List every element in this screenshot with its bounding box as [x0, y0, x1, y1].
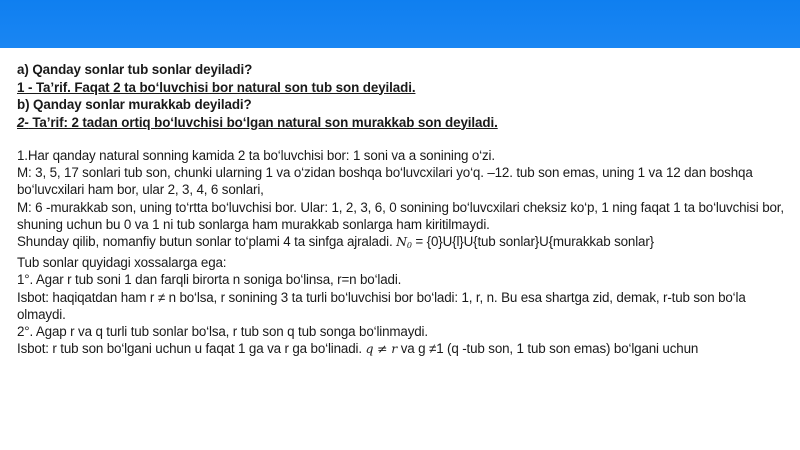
paragraph: 2°. Agap r va q turli tub sonlar bo‘lsa, r tub son q tub songa bo‘linmaydi.: [17, 324, 428, 340]
definition-1: 1 - Ta’rif. Faqat 2 ta bo‘luvchisi bor natural son tub son deyiladi.: [17, 79, 416, 95]
paragraph-text: Shunday qilib, nomanfiy butun sonlar to‘plami 4 ta sinfga ajraladi.: [17, 234, 397, 250]
paragraph: [17, 233, 787, 254]
top-banner: [0, 0, 800, 48]
math-n: N: [396, 234, 407, 250]
paragraph-text: va g ≠1 (q -tub son, 1 tub son emas) bo‘lgani uchun: [397, 341, 699, 357]
paragraph-text: = {0}U{l}U{tub sonlar}U{murakkab sonlar}: [411, 234, 654, 250]
paragraph: 1.Har qanday natural sonning kamida 2 ta bo‘luvchisi bor: 1 soni va a sonining o‘zi.: [17, 148, 495, 163]
paragraph: [17, 340, 787, 357]
question-a: a) Qanday sonlar tub sonlar deyiladi?: [17, 62, 253, 77]
body-text: [17, 147, 787, 357]
question-b: b) Qanday sonlar murakkab deyiladi?: [17, 97, 252, 112]
math-inequality: q ≠ r: [365, 341, 398, 357]
paragraph: M: 6 -murakkab son, uning to‘rtta bo‘luvchisi bor. Ular: 1, 2, 3, 6, 0 sonining bo‘luvcxilari cheksiz ko‘p, 1 ning faqat 1 ta bo‘luvchisi bor, shuning uchun bu 0 va 1 ni tub sonlarga ham murakkab sonlarga ham kiritilmaydi.: [17, 199, 784, 232]
paragraph: Tub sonlar quyidagi xossalarga ega:: [17, 255, 227, 271]
paragraph: Isbot: haqiqatdan ham r ≠ n bo‘lsa, r sonining 3 ta turli bo‘luvchisi bor bo‘ladi: 1, r, n. Bu esa shartga zid, demak, r-tub son bo‘la olmaydi.: [17, 289, 746, 322]
math-subscript: 0: [406, 241, 412, 251]
definition-2-number: 2-: [17, 114, 29, 130]
definition-2-text: Ta’rif: 2 tadan ortiq bo‘luvchisi bo‘lgan natural son murakkab son deyiladi.: [28, 114, 498, 130]
paragraph: 1°. Agar r tub soni 1 dan farqli birorta n soniga bo‘linsa, r=n bo‘ladi.: [17, 272, 402, 288]
paragraph-text: Isbot: r tub son bo‘lgani uchun u faqat 1 ga va r ga bo‘linadi.: [17, 341, 366, 357]
slide-content: [17, 61, 787, 357]
definition-2: [17, 114, 787, 132]
paragraph: M: 3, 5, 17 sonlari tub son, chunki ularning 1 va o‘zidan boshqa bo‘luvcxilari yo‘q. –12. tub son emas, uning 1 va 12 dan boshqa bo‘luvcxilari ham bor, ular 2, 3, 4, 6 sonlari,: [17, 165, 753, 198]
